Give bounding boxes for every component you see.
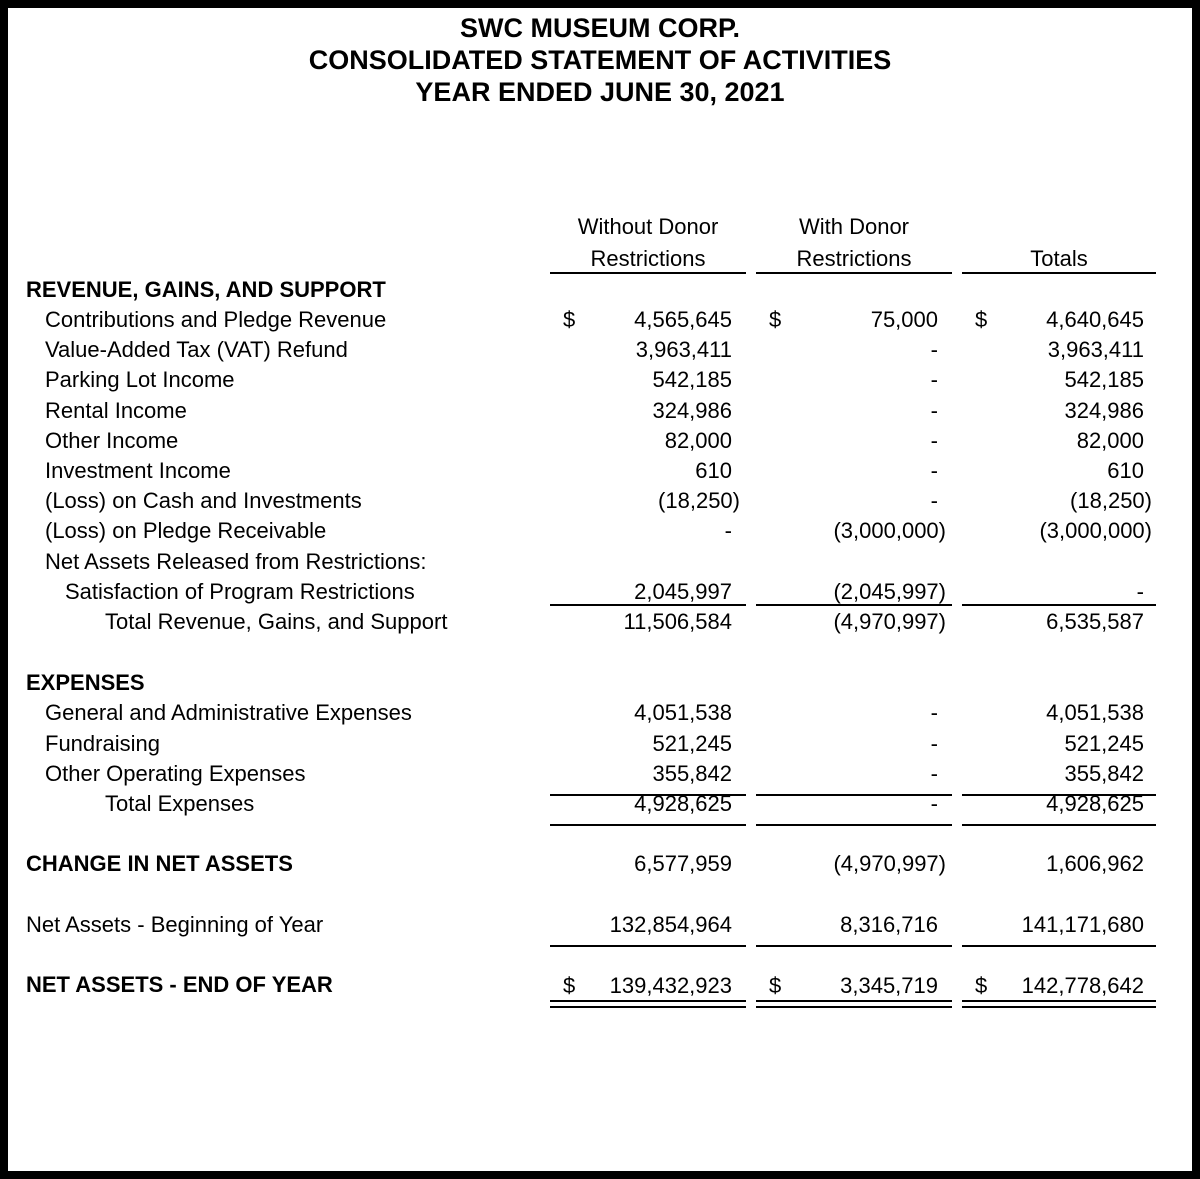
row-label: Rental Income [45,398,187,423]
value-without-donor: 82,000 [664,428,732,453]
double-rule-bottom [756,1006,952,1008]
value-with-donor: (4,970,997) [833,609,946,634]
statement-title: CONSOLIDATED STATEMENT OF ACTIVITIES [308,45,892,75]
total-rule [756,824,952,826]
value-total: 4,928,625 [1046,791,1144,816]
col-header-with-donor-line2: Restrictions [796,246,912,271]
double-rule-top [756,1000,952,1002]
value-without-donor: 3,963,411 [635,337,732,362]
value-total: 3,963,411 [1047,337,1144,362]
value-without-donor: 4,051,538 [634,700,732,725]
value-total: 324,986 [1064,398,1144,423]
value-without-donor: (18,250) [658,488,740,513]
row-label: Value-Added Tax (VAT) Refund [45,337,348,362]
dollar-sign: $ [769,307,782,332]
value-total: 82,000 [1076,428,1144,453]
value-total: 141,171,680 [1021,912,1144,937]
subtotal-rule [550,604,746,606]
dollar-sign: $ [769,973,782,998]
value-total: - [1136,579,1144,604]
value-without-donor: 610 [695,458,732,483]
expenses-heading: EXPENSES [26,670,145,695]
row-label: Total Expenses [105,791,255,816]
dollar-sign: $ [975,307,988,332]
value-total: 6,535,587 [1046,609,1144,634]
value-with-donor: - [930,367,938,392]
row-label: General and Administrative Expenses [45,700,412,725]
value-total: 1,606,962 [1046,851,1144,876]
statement-period: YEAR ENDED JUNE 30, 2021 [415,77,785,107]
row-label: CHANGE IN NET ASSETS [26,851,293,876]
header-underline [550,272,746,274]
value-without-donor: 324,986 [652,398,732,423]
value-without-donor: 6,577,959 [634,851,732,876]
value-with-donor: - [930,791,938,816]
row-label: Other Income [45,428,179,453]
value-without-donor: - [724,518,732,543]
value-total: (18,250) [1070,488,1152,513]
company-name: SWC MUSEUM CORP. [459,13,741,43]
value-with-donor: 75,000 [870,307,938,332]
value-with-donor: 3,345,719 [840,973,938,998]
value-total: (3,000,000) [1039,518,1152,543]
value-without-donor: 139,432,923 [609,973,732,998]
row-label: Satisfaction of Program Restrictions [65,579,415,604]
value-with-donor: (4,970,997) [833,851,946,876]
value-with-donor: - [930,488,938,513]
col-header-without-donor-line2: Restrictions [590,246,706,271]
value-without-donor: 355,842 [652,761,732,786]
row-label: Net Assets - Beginning of Year [26,912,324,937]
dollar-sign: $ [563,307,576,332]
double-rule-top [550,1000,746,1002]
value-with-donor: - [930,761,938,786]
value-total: 355,842 [1064,761,1144,786]
total-rule [962,824,1156,826]
row-label: (Loss) on Cash and Investments [45,488,362,513]
value-with-donor: - [930,731,938,756]
row-label: Parking Lot Income [45,367,235,392]
value-without-donor: 521,245 [652,731,732,756]
row-label: Other Operating Expenses [45,761,306,786]
value-with-donor: (2,045,997) [833,579,946,604]
value-total: 4,640,645 [1046,307,1144,332]
value-without-donor: 4,565,645 [634,307,732,332]
value-total: 610 [1107,458,1144,483]
double-rule-top [962,1000,1156,1002]
value-with-donor: 8,316,716 [840,912,938,937]
row-label: Investment Income [45,458,231,483]
value-total: 542,185 [1064,367,1144,392]
value-with-donor: - [930,398,938,423]
col-header-totals: Totals [1030,246,1088,271]
value-with-donor: - [930,458,938,483]
subtotal-rule [962,604,1156,606]
row-label: NET ASSETS - END OF YEAR [26,972,333,997]
subtotal-rule [550,945,746,947]
dollar-sign: $ [975,973,988,998]
value-total: 4,051,538 [1046,700,1144,725]
value-total: 521,245 [1064,731,1144,756]
subtotal-rule [962,945,1156,947]
revenue-heading: REVENUE, GAINS, AND SUPPORT [26,277,386,302]
released-label: Net Assets Released from Restrictions: [45,549,427,574]
header-underline [756,272,952,274]
value-with-donor: - [930,337,938,362]
dollar-sign: $ [563,973,576,998]
col-header-with-donor-line1: With Donor [798,214,910,239]
value-without-donor: 542,185 [652,367,732,392]
header-underline [962,272,1156,274]
row-label: Fundraising [45,731,160,756]
subtotal-rule [756,945,952,947]
total-rule [550,824,746,826]
value-without-donor: 132,854,964 [609,912,732,937]
row-label: Contributions and Pledge Revenue [45,307,387,332]
value-without-donor: 2,045,997 [634,579,732,604]
value-without-donor: 11,506,584 [623,609,732,634]
value-total: 142,778,642 [1021,973,1144,998]
row-label: (Loss) on Pledge Receivable [45,518,327,543]
col-header-without-donor-line1: Without Donor [577,214,719,239]
value-with-donor: - [930,428,938,453]
value-with-donor: (3,000,000) [833,518,946,543]
subtotal-rule [756,604,952,606]
row-label: Total Revenue, Gains, and Support [105,609,448,634]
double-rule-bottom [962,1006,1156,1008]
value-without-donor: 4,928,625 [634,791,732,816]
value-with-donor: - [930,700,938,725]
double-rule-bottom [550,1006,746,1008]
